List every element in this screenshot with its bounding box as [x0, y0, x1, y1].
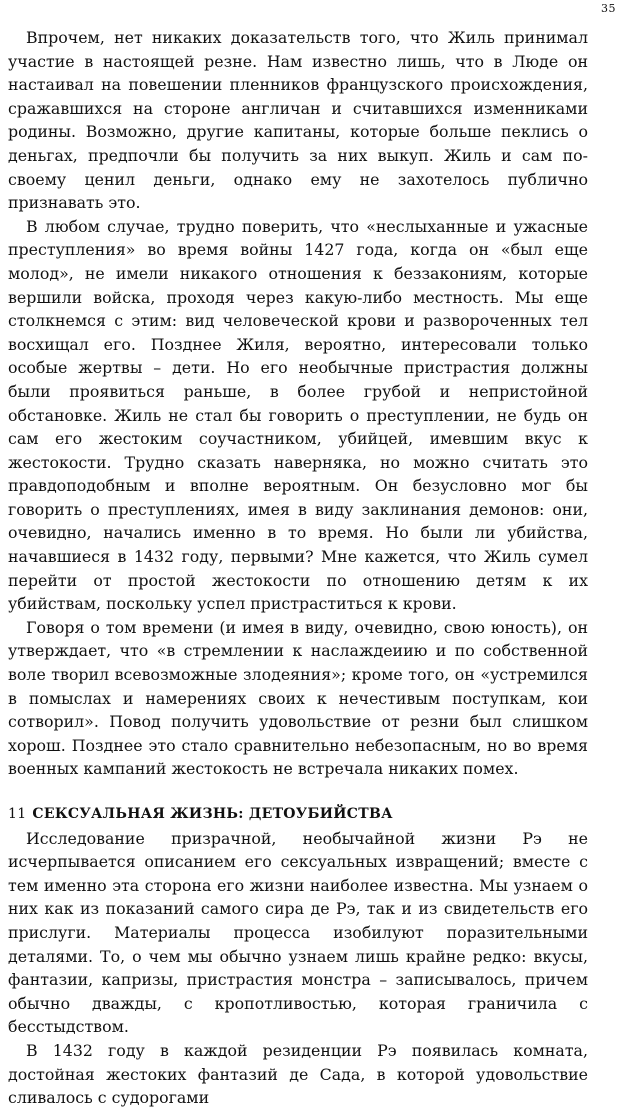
section-number: 11 [8, 806, 27, 822]
paragraph: Впрочем, нет никаких доказательств того, что Жиль принимал участие в настоящей резне. Нам известно лишь, что в Люде он настаивал на повешении пленников французского происхождения, сражавшихся на стороне англичан и считавшихся изменниками родины. Возможно, другие капитаны, которые больше пеклись о деньгах, предпочли бы получить за них выкуп. Жиль и сам по-своему ценил деньги, однако ему не захотелось публично признавать это. [8, 28, 588, 213]
body-text [8, 26, 588, 1110]
paragraph: В 1432 году в каждой резиденции Рэ появилась комната, достойная жестоких фантазий де Сада, в которой удовольствие сливалось с судорогами [8, 1040, 588, 1108]
section-heading [8, 803, 588, 827]
section-title: СЕКСУАЛЬНАЯ ЖИЗНЬ: ДЕТОУБИЙСТВА [32, 806, 393, 822]
paragraph: Говоря о том времени (и имея в виду, очевидно, свою юность), он утверждает, что «в стремлении к наслаждеиию и по собственной воле творил всевозможные злодеяния»; кроме того, он «устремился в помыслах и намерениях своих к нечестивым поступкам, кои сотворил». Повод получить удовольствие от резни был слишком хорош. Позднее это стало сравнительно небезопасным, но во время военных кампаний жестокость не встречала никаких помех. [8, 617, 588, 779]
page-number: 35 [601, 2, 616, 15]
paragraph: Исследование призрачной, необычайной жизни Рэ не исчерпывается описанием его сексуальных извращений; вместе с тем именно эта сторона его жизни наиболее известна. Мы узнаем о них как из показаний самого сира де Рэ, так и из свидетельств его прислуги. Материалы процесса изобилуют поразительными деталями. То, о чем мы обычно узнаем лишь крайне редко: вкусы, фантазии, капризы, пристрастия монстра – записывалось, причем обычно дважды, с кропотливостью, которая граничила с бесстыдством. [8, 828, 588, 1037]
paragraph: В любом случае, трудно поверить, что «неслыханные и ужасные преступления» во время войны 1427 года, когда он «был еще молод», не имели никакого отношения к беззакониям, которые вершили войска, проходя через какую-либо местность. Мы еще столкнемся с этим: вид человеческой крови и развороченных тел восхищал его. Позднее Жиля, вероятно, интересовали только особые жертвы – дети. Но его необычные пристрастия должны были проявиться раньше, в более грубой и непристойной обстановке. Жиль не стал бы говорить о преступлении, не будь он сам его жестоким соучастником, убийцей, имевшим вкус к жестокости. Трудно сказать наверняка, но можно считать это правдоподобным и вполне вероятным. Он безусловно мог бы говорить о преступлениях, имея в виду заклинания демонов: они, очевидно, начались именно в то время. Но были ли убийства, начавшиеся в 1432 году, первыми? Мне кажется, что Жиль сумел перейти от простой жестокости по отношению детям к их убийствам, поскольку успел пристраститься к крови. [8, 216, 588, 614]
